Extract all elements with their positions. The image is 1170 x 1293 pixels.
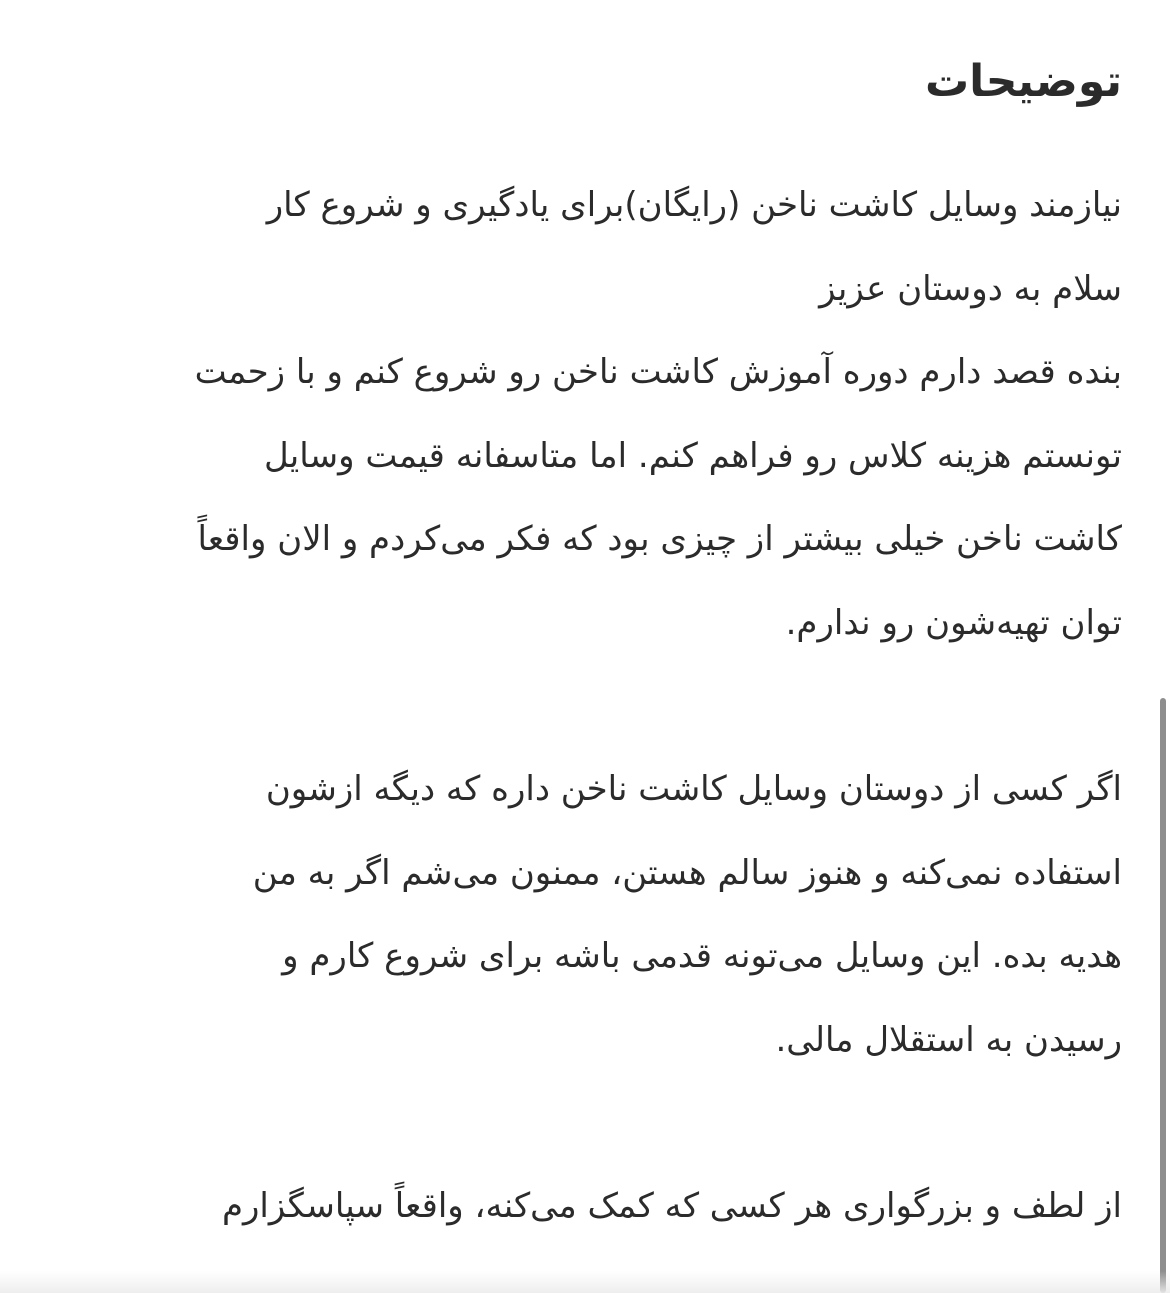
- text-line: توان تهیه‌شون رو ندارم.: [785, 602, 1122, 643]
- text-line: کاشت ناخن خیلی بیشتر از چیزی بود که فکر می‌کردم و الان واقعاً: [197, 519, 1122, 559]
- description-paragraph-request: [47, 748, 1122, 1082]
- text-line: تونستم هزینه کلاس رو فراهم کنم. اما متاسفانه قیمت وسایل: [264, 435, 1122, 476]
- text-line: سلام به دوستان عزیز: [819, 268, 1122, 309]
- text-line: رسیدن به استقلال مالی.: [775, 1019, 1122, 1060]
- section-title: توضیحات: [924, 56, 1122, 107]
- description-paragraph-intro: [47, 164, 1122, 665]
- bottom-edge-shadow: [0, 1271, 1170, 1293]
- vertical-scrollbar[interactable]: [1160, 698, 1166, 1293]
- text-line: استفاده نمی‌کنه و هنوز سالم هستن، ممنون می‌شم اگر به من: [252, 852, 1122, 893]
- text-line: از لطف و بزرگواری هر کسی که کمک می‌کنه، واقعاً سپاسگزارم: [221, 1186, 1122, 1226]
- text-line: نیازمند وسایل کاشت ناخن (رایگان)برای یادگیری و شروع کار: [266, 185, 1122, 225]
- text-line: هدیه بده. این وسایل می‌تونه قدمی باشه برای شروع کارم و: [282, 936, 1122, 976]
- description-section: [47, 40, 1122, 1249]
- text-line: بنده قصد دارم دوره آموزش کاشت ناخن رو شروع کنم و با زحمت: [194, 352, 1122, 392]
- text-line: اگر کسی از دوستان وسایل کاشت ناخن داره که دیگه ازشون: [265, 769, 1122, 809]
- description-paragraph-thanks: [47, 1165, 1122, 1249]
